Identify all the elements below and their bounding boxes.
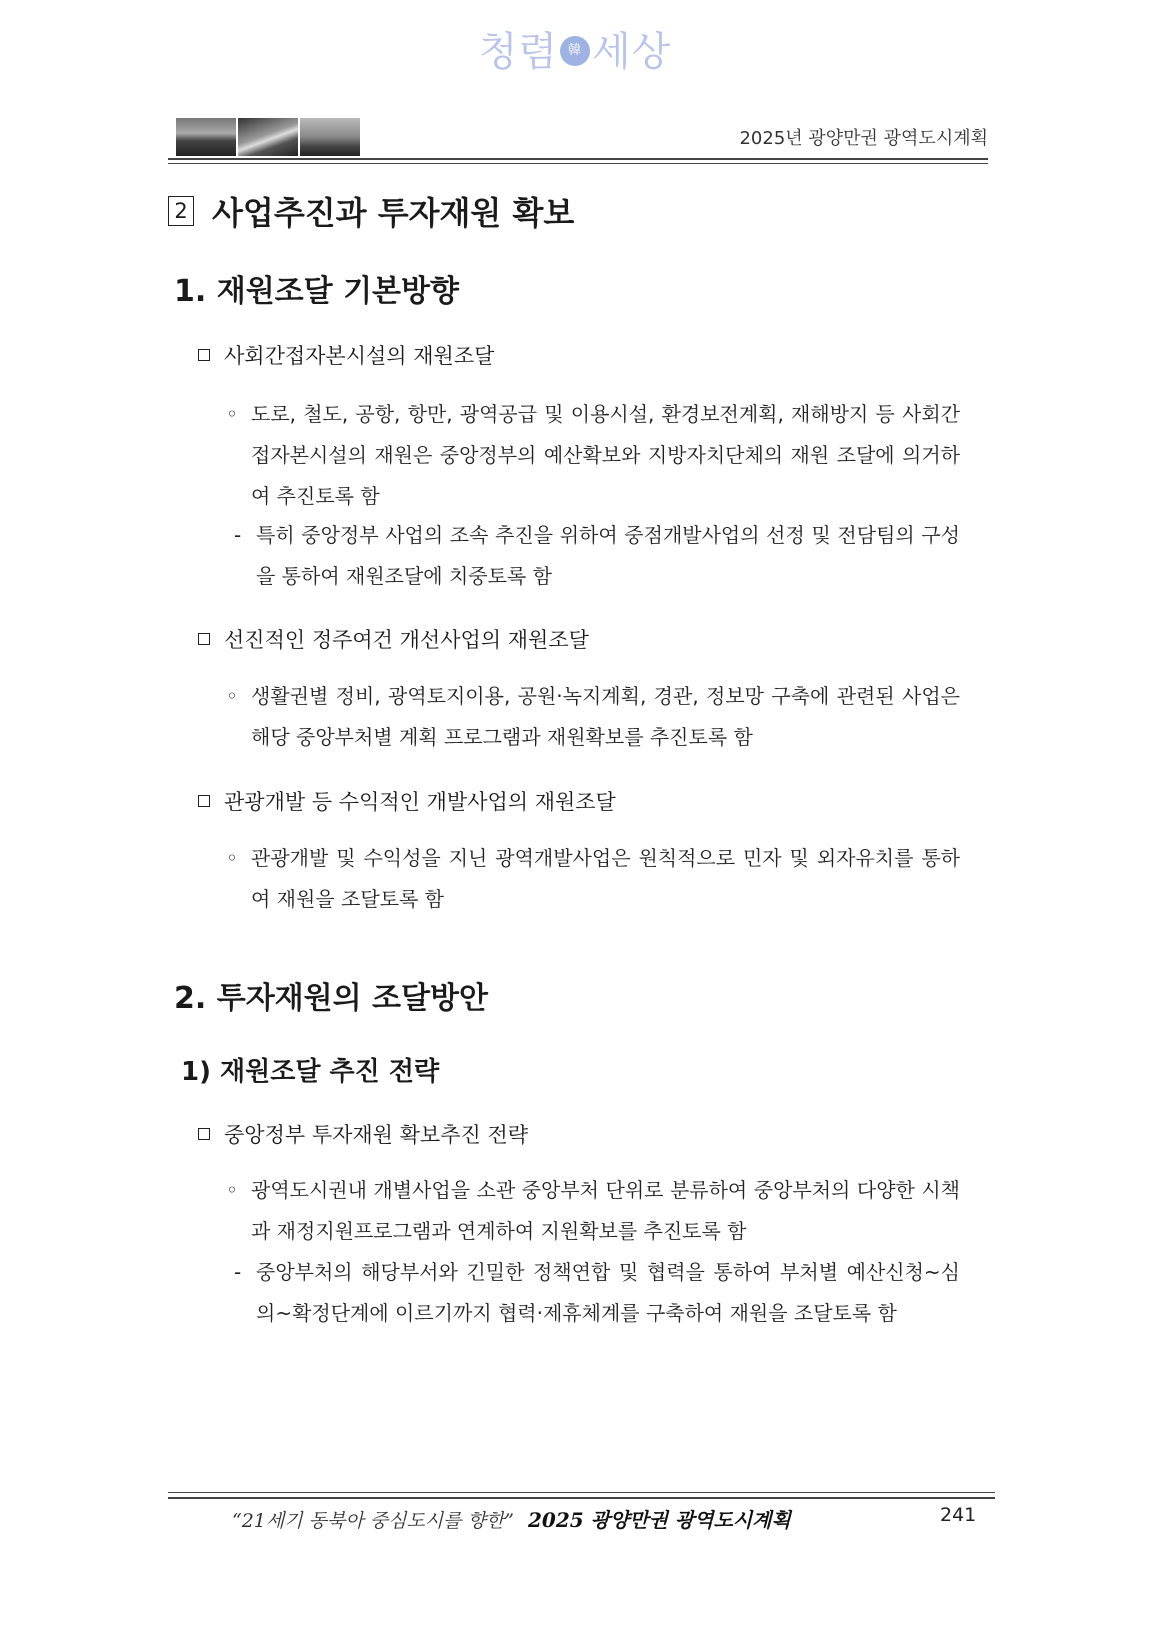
sub-paragraph-text: 중앙부처의 해당부서와 긴밀한 정책연합 및 협력을 통하여 부처별 예산신청~심의~확정단계에 이르기까지 협력·제휴체계를 구축하여 재원을 조달토록 함 xyxy=(256,1260,960,1325)
paragraph xyxy=(226,838,960,920)
heading-funding-plan: 2. 투자재원의 조달방안 xyxy=(174,981,488,1016)
page-number: 241 xyxy=(940,1504,977,1526)
header-photo-river-icon xyxy=(238,118,298,156)
dash-bullet-icon: - xyxy=(234,523,242,547)
paragraph-text: 생활권별 정비, 광역토지이용, 공원·녹지계획, 경관, 정보망 구축에 관련된 사업은 해당 중앙부처별 계획 프로그램과 재원확보를 추진토록 함 xyxy=(251,684,960,749)
subheading-funding-strategy: 1) 재원조달 추진 전략 xyxy=(181,1057,440,1087)
paragraph xyxy=(226,676,960,758)
sub-paragraph xyxy=(234,515,960,597)
bullet-item xyxy=(198,1119,528,1149)
footer-slogan: “21세기 동북아 중심도시를 향한” xyxy=(232,1510,514,1532)
footer-rule-thin xyxy=(168,1492,995,1493)
square-bullet-icon xyxy=(198,795,210,807)
paragraph-text: 광역도시권내 개별사업을 소관 중앙부처 단위로 분류하여 중앙부처의 다양한 시책과 재정지원프로그램과 연계하여 지원확보를 추진토록 함 xyxy=(251,1178,960,1243)
section-title xyxy=(168,188,574,234)
footer xyxy=(232,1504,791,1533)
bullet-item xyxy=(198,786,616,816)
footer-plan-title: 2025 광양만권 광역도시계획 xyxy=(527,1508,791,1532)
paragraph-text: 도로, 철도, 공항, 항만, 광역공급 및 이용시설, 환경보전계획, 재해방지 등 사회간접자본시설의 재원은 중앙정부의 예산확보와 지방자치단체의 재원 조달에 의거하여 추진토록 함 xyxy=(251,402,960,508)
header-photo-strip xyxy=(176,118,360,156)
paragraph-text: 관광개발 및 수익성을 지닌 광역개발사업은 원칙적으로 민자 및 외자유치를 통하여 재원을 조달토록 함 xyxy=(251,846,960,911)
running-header-title: 2025년 광양만권 광역도시계획 xyxy=(739,128,988,149)
square-bullet-icon xyxy=(198,633,210,645)
square-bullet-icon xyxy=(198,1128,210,1140)
circle-bullet-icon: ◦ xyxy=(226,402,238,426)
circle-bullet-icon: ◦ xyxy=(226,846,238,870)
bullet-item xyxy=(198,624,589,654)
footer-rule xyxy=(168,1497,995,1499)
sub-paragraph-text: 특히 중앙정부 사업의 조속 추진을 위하여 중점개발사업의 선정 및 전담팀의 구성을 통하여 재원조달에 치중토록 함 xyxy=(256,523,960,588)
logo-seal-icon: 韓 xyxy=(560,36,590,66)
bullet-item xyxy=(198,340,494,370)
header-rule-thin xyxy=(168,163,988,164)
dash-bullet-icon: - xyxy=(234,1260,242,1284)
section-title-text: 사업추진과 투자재원 확보 xyxy=(212,194,575,232)
logo-text-left: 청렴 xyxy=(478,29,558,75)
site-logo xyxy=(0,20,1150,77)
circle-bullet-icon: ◦ xyxy=(226,1178,238,1202)
header-rule xyxy=(168,158,988,160)
sub-paragraph xyxy=(234,1252,960,1334)
square-bullet-icon xyxy=(198,349,210,361)
bullet-title: 선진적인 정주여건 개선사업의 재원조달 xyxy=(224,628,589,652)
logo-text-right: 세상 xyxy=(592,29,672,75)
section-number-box: 2 xyxy=(168,196,194,226)
heading-funding-direction: 1. 재원조달 기본방향 xyxy=(174,274,459,309)
bullet-title: 관광개발 등 수익적인 개발사업의 재원조달 xyxy=(224,790,616,814)
header-photo-industry-icon xyxy=(300,118,360,156)
header-photo-landscape-icon xyxy=(176,118,236,156)
bullet-title: 사회간접자본시설의 재원조달 xyxy=(224,344,495,368)
circle-bullet-icon: ◦ xyxy=(226,684,238,708)
paragraph xyxy=(226,394,960,517)
paragraph xyxy=(226,1170,960,1252)
bullet-title: 중앙정부 투자재원 확보추진 전략 xyxy=(224,1123,529,1147)
